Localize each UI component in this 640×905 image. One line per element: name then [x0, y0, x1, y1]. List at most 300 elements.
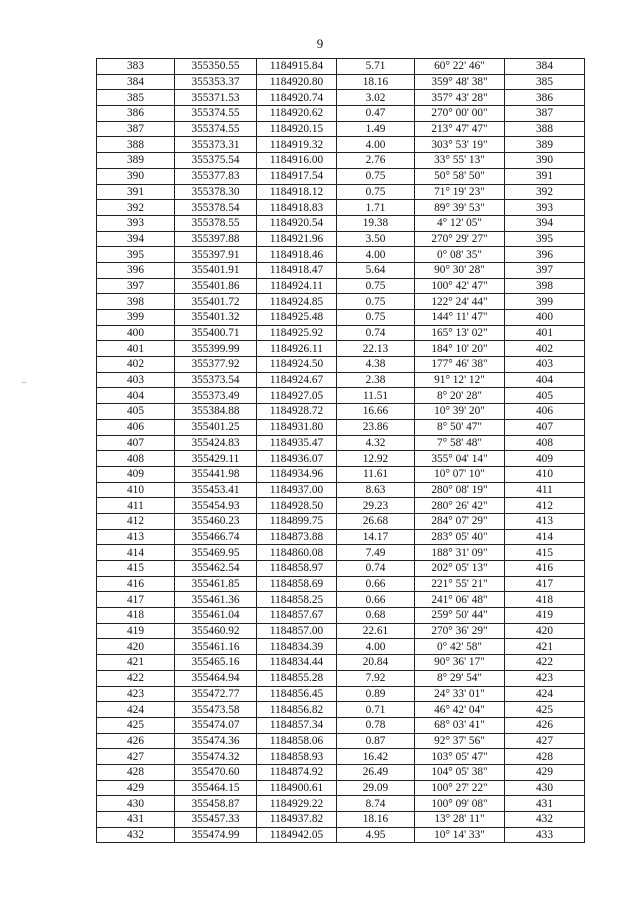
next-point-cell: 425: [505, 702, 585, 718]
point-number-cell: 429: [97, 780, 175, 796]
point-number-cell: 407: [97, 435, 175, 451]
point-number-cell: 420: [97, 639, 175, 655]
next-point-cell: 386: [505, 90, 585, 106]
point-number-cell: 408: [97, 451, 175, 467]
distance-cell: 2.76: [337, 153, 415, 169]
distance-cell: 0.68: [337, 608, 415, 624]
next-point-cell: 430: [505, 780, 585, 796]
distance-cell: 0.78: [337, 717, 415, 733]
bearing-cell: 270° 29' 27": [415, 231, 505, 247]
x-coordinate-cell: 355472.77: [175, 686, 257, 702]
x-coordinate-cell: 355474.32: [175, 749, 257, 765]
x-coordinate-cell: 355457.33: [175, 812, 257, 828]
point-number-cell: 415: [97, 561, 175, 577]
distance-cell: 0.47: [337, 106, 415, 122]
x-coordinate-cell: 355400.71: [175, 325, 257, 341]
next-point-cell: 385: [505, 74, 585, 90]
distance-cell: 0.66: [337, 576, 415, 592]
point-number-cell: 427: [97, 749, 175, 765]
coordinates-table: [96, 58, 585, 843]
x-coordinate-cell: 355458.87: [175, 796, 257, 812]
bearing-cell: 165° 13' 02": [415, 325, 505, 341]
x-coordinate-cell: 355424.83: [175, 435, 257, 451]
next-point-cell: 387: [505, 106, 585, 122]
y-coordinate-cell: 1184857.34: [257, 717, 337, 733]
point-number-cell: 413: [97, 529, 175, 545]
y-coordinate-cell: 1184934.96: [257, 466, 337, 482]
y-coordinate-cell: 1184834.39: [257, 639, 337, 655]
x-coordinate-cell: 355373.31: [175, 137, 257, 153]
bearing-cell: 184° 10' 20": [415, 341, 505, 357]
y-coordinate-cell: 1184937.00: [257, 482, 337, 498]
y-coordinate-cell: 1184937.82: [257, 812, 337, 828]
table-row: [97, 137, 585, 153]
distance-cell: 0.75: [337, 294, 415, 310]
bearing-cell: 270° 00' 00": [415, 106, 505, 122]
point-number-cell: 419: [97, 623, 175, 639]
y-coordinate-cell: 1184874.92: [257, 764, 337, 780]
distance-cell: 29.09: [337, 780, 415, 796]
bearing-cell: 221° 55' 21": [415, 576, 505, 592]
y-coordinate-cell: 1184915.84: [257, 59, 337, 75]
y-coordinate-cell: 1184900.61: [257, 780, 337, 796]
table-row: [97, 561, 585, 577]
next-point-cell: 405: [505, 388, 585, 404]
next-point-cell: 408: [505, 435, 585, 451]
table-row: [97, 74, 585, 90]
point-number-cell: 399: [97, 310, 175, 326]
table-row: [97, 404, 585, 420]
table-row: [97, 717, 585, 733]
x-coordinate-cell: 355378.54: [175, 200, 257, 216]
next-point-cell: 419: [505, 608, 585, 624]
y-coordinate-cell: 1184856.45: [257, 686, 337, 702]
table-row: [97, 262, 585, 278]
x-coordinate-cell: 355374.55: [175, 121, 257, 137]
next-point-cell: 416: [505, 561, 585, 577]
distance-cell: 18.16: [337, 812, 415, 828]
table-row: [97, 278, 585, 294]
x-coordinate-cell: 355461.04: [175, 608, 257, 624]
bearing-cell: 259° 50' 44": [415, 608, 505, 624]
point-number-cell: 392: [97, 200, 175, 216]
distance-cell: 16.42: [337, 749, 415, 765]
distance-cell: 4.38: [337, 357, 415, 373]
table-row: [97, 498, 585, 514]
y-coordinate-cell: 1184834.44: [257, 655, 337, 671]
table-row: [97, 294, 585, 310]
y-coordinate-cell: 1184918.47: [257, 262, 337, 278]
table-row: [97, 451, 585, 467]
bearing-cell: 0° 08' 35": [415, 247, 505, 263]
x-coordinate-cell: 355460.23: [175, 513, 257, 529]
bearing-cell: 7° 58' 48": [415, 435, 505, 451]
distance-cell: 11.51: [337, 388, 415, 404]
point-number-cell: 383: [97, 59, 175, 75]
next-point-cell: 432: [505, 812, 585, 828]
point-number-cell: 428: [97, 764, 175, 780]
next-point-cell: 392: [505, 184, 585, 200]
distance-cell: 0.71: [337, 702, 415, 718]
distance-cell: 0.66: [337, 592, 415, 608]
distance-cell: 8.63: [337, 482, 415, 498]
x-coordinate-cell: 355454.93: [175, 498, 257, 514]
bearing-cell: 303° 53' 19": [415, 137, 505, 153]
next-point-cell: 427: [505, 733, 585, 749]
y-coordinate-cell: 1184925.92: [257, 325, 337, 341]
distance-cell: 22.61: [337, 623, 415, 639]
distance-cell: 7.92: [337, 670, 415, 686]
y-coordinate-cell: 1184928.50: [257, 498, 337, 514]
next-point-cell: 395: [505, 231, 585, 247]
distance-cell: 5.71: [337, 59, 415, 75]
distance-cell: 0.75: [337, 278, 415, 294]
table-row: [97, 59, 585, 75]
next-point-cell: 421: [505, 639, 585, 655]
point-number-cell: 387: [97, 121, 175, 137]
y-coordinate-cell: 1184925.48: [257, 310, 337, 326]
bearing-cell: 8° 20' 28": [415, 388, 505, 404]
next-point-cell: 406: [505, 404, 585, 420]
distance-cell: 0.75: [337, 310, 415, 326]
y-coordinate-cell: 1184928.72: [257, 404, 337, 420]
y-coordinate-cell: 1184935.47: [257, 435, 337, 451]
next-point-cell: 417: [505, 576, 585, 592]
distance-cell: 22.13: [337, 341, 415, 357]
y-coordinate-cell: 1184917.54: [257, 168, 337, 184]
bearing-cell: 8° 50' 47": [415, 419, 505, 435]
y-coordinate-cell: 1184918.83: [257, 200, 337, 216]
table-row: [97, 639, 585, 655]
table-row: [97, 749, 585, 765]
next-point-cell: 388: [505, 121, 585, 137]
next-point-cell: 402: [505, 341, 585, 357]
point-number-cell: 406: [97, 419, 175, 435]
bearing-cell: 202° 05' 13": [415, 561, 505, 577]
point-number-cell: 389: [97, 153, 175, 169]
x-coordinate-cell: 355474.36: [175, 733, 257, 749]
page-number: 9: [316, 36, 324, 51]
next-point-cell: 415: [505, 545, 585, 561]
bearing-cell: 10° 14' 33": [415, 827, 505, 843]
point-number-cell: 423: [97, 686, 175, 702]
x-coordinate-cell: 355374.55: [175, 106, 257, 122]
x-coordinate-cell: 355378.30: [175, 184, 257, 200]
x-coordinate-cell: 355375.54: [175, 153, 257, 169]
bearing-cell: 89° 39' 53": [415, 200, 505, 216]
x-coordinate-cell: 355399.99: [175, 341, 257, 357]
bearing-cell: 10° 39' 20": [415, 404, 505, 420]
y-coordinate-cell: 1184924.67: [257, 372, 337, 388]
coordinates-table-body: [97, 59, 585, 843]
bearing-cell: 213° 47' 47": [415, 121, 505, 137]
point-number-cell: 398: [97, 294, 175, 310]
y-coordinate-cell: 1184858.69: [257, 576, 337, 592]
point-number-cell: 401: [97, 341, 175, 357]
table-row: [97, 168, 585, 184]
table-row: [97, 121, 585, 137]
next-point-cell: 420: [505, 623, 585, 639]
x-coordinate-cell: 355441.98: [175, 466, 257, 482]
next-point-cell: 431: [505, 796, 585, 812]
table-row: [97, 388, 585, 404]
distance-cell: 0.74: [337, 325, 415, 341]
table-row: [97, 576, 585, 592]
next-point-cell: 426: [505, 717, 585, 733]
y-coordinate-cell: 1184918.46: [257, 247, 337, 263]
point-number-cell: 385: [97, 90, 175, 106]
next-point-cell: 433: [505, 827, 585, 843]
point-number-cell: 390: [97, 168, 175, 184]
next-point-cell: 422: [505, 655, 585, 671]
x-coordinate-cell: 355397.91: [175, 247, 257, 263]
point-number-cell: 422: [97, 670, 175, 686]
x-coordinate-cell: 355473.58: [175, 702, 257, 718]
next-point-cell: 418: [505, 592, 585, 608]
point-number-cell: 412: [97, 513, 175, 529]
bearing-cell: 71° 19' 23": [415, 184, 505, 200]
distance-cell: 0.75: [337, 184, 415, 200]
next-point-cell: 429: [505, 764, 585, 780]
bearing-cell: 100° 09' 08": [415, 796, 505, 812]
distance-cell: 12.92: [337, 451, 415, 467]
bearing-cell: 0° 42' 58": [415, 639, 505, 655]
next-point-cell: 384: [505, 59, 585, 75]
x-coordinate-cell: 355461.36: [175, 592, 257, 608]
x-coordinate-cell: 355373.54: [175, 372, 257, 388]
x-coordinate-cell: 355469.95: [175, 545, 257, 561]
bearing-cell: 359° 48' 38": [415, 74, 505, 90]
y-coordinate-cell: 1184927.05: [257, 388, 337, 404]
bearing-cell: 270° 36' 29": [415, 623, 505, 639]
next-point-cell: 397: [505, 262, 585, 278]
distance-cell: 16.66: [337, 404, 415, 420]
y-coordinate-cell: 1184931.80: [257, 419, 337, 435]
bearing-cell: 91° 12' 12": [415, 372, 505, 388]
table-row: [97, 655, 585, 671]
next-point-cell: 396: [505, 247, 585, 263]
next-point-cell: 400: [505, 310, 585, 326]
y-coordinate-cell: 1184921.96: [257, 231, 337, 247]
table-row: [97, 780, 585, 796]
point-number-cell: 426: [97, 733, 175, 749]
point-number-cell: 417: [97, 592, 175, 608]
y-coordinate-cell: 1184858.93: [257, 749, 337, 765]
x-coordinate-cell: 355460.92: [175, 623, 257, 639]
table-row: [97, 764, 585, 780]
table-row: [97, 592, 585, 608]
x-coordinate-cell: 355474.07: [175, 717, 257, 733]
x-coordinate-cell: 355466.74: [175, 529, 257, 545]
point-number-cell: 394: [97, 231, 175, 247]
distance-cell: 0.75: [337, 168, 415, 184]
table-row: [97, 231, 585, 247]
y-coordinate-cell: 1184873.88: [257, 529, 337, 545]
distance-cell: 14.17: [337, 529, 415, 545]
y-coordinate-cell: 1184857.00: [257, 623, 337, 639]
table-row: [97, 106, 585, 122]
next-point-cell: 412: [505, 498, 585, 514]
y-coordinate-cell: 1184929.22: [257, 796, 337, 812]
margin-mark: [22, 382, 26, 383]
next-point-cell: 393: [505, 200, 585, 216]
distance-cell: 23.86: [337, 419, 415, 435]
distance-cell: 4.95: [337, 827, 415, 843]
y-coordinate-cell: 1184855.28: [257, 670, 337, 686]
bearing-cell: 92° 37' 56": [415, 733, 505, 749]
distance-cell: 3.50: [337, 231, 415, 247]
point-number-cell: 384: [97, 74, 175, 90]
x-coordinate-cell: 355461.85: [175, 576, 257, 592]
distance-cell: 26.68: [337, 513, 415, 529]
table-row: [97, 341, 585, 357]
point-number-cell: 388: [97, 137, 175, 153]
bearing-cell: 4° 12' 05": [415, 215, 505, 231]
point-number-cell: 425: [97, 717, 175, 733]
point-number-cell: 416: [97, 576, 175, 592]
bearing-cell: 13° 28' 11": [415, 812, 505, 828]
distance-cell: 4.32: [337, 435, 415, 451]
point-number-cell: 393: [97, 215, 175, 231]
table-row: [97, 357, 585, 373]
table-row: [97, 200, 585, 216]
x-coordinate-cell: 355429.11: [175, 451, 257, 467]
table-row: [97, 529, 585, 545]
table-row: [97, 686, 585, 702]
table-row: [97, 247, 585, 263]
y-coordinate-cell: 1184924.11: [257, 278, 337, 294]
bearing-cell: 10° 07' 10": [415, 466, 505, 482]
y-coordinate-cell: 1184860.08: [257, 545, 337, 561]
table-row: [97, 513, 585, 529]
next-point-cell: 424: [505, 686, 585, 702]
point-number-cell: 430: [97, 796, 175, 812]
next-point-cell: 399: [505, 294, 585, 310]
table-row: [97, 545, 585, 561]
distance-cell: 29.23: [337, 498, 415, 514]
table-row: [97, 812, 585, 828]
bearing-cell: 46° 42' 04": [415, 702, 505, 718]
x-coordinate-cell: 355377.83: [175, 168, 257, 184]
x-coordinate-cell: 355470.60: [175, 764, 257, 780]
bearing-cell: 8° 29' 54": [415, 670, 505, 686]
point-number-cell: 395: [97, 247, 175, 263]
y-coordinate-cell: 1184920.54: [257, 215, 337, 231]
distance-cell: 4.00: [337, 247, 415, 263]
x-coordinate-cell: 355350.55: [175, 59, 257, 75]
y-coordinate-cell: 1184920.74: [257, 90, 337, 106]
point-number-cell: 403: [97, 372, 175, 388]
x-coordinate-cell: 355464.15: [175, 780, 257, 796]
x-coordinate-cell: 355401.91: [175, 262, 257, 278]
table-row: [97, 670, 585, 686]
point-number-cell: 402: [97, 357, 175, 373]
y-coordinate-cell: 1184856.82: [257, 702, 337, 718]
distance-cell: 2.38: [337, 372, 415, 388]
next-point-cell: 411: [505, 482, 585, 498]
point-number-cell: 409: [97, 466, 175, 482]
table-row: [97, 466, 585, 482]
next-point-cell: 404: [505, 372, 585, 388]
x-coordinate-cell: 355401.32: [175, 310, 257, 326]
x-coordinate-cell: 355401.25: [175, 419, 257, 435]
bearing-cell: 122° 24' 44": [415, 294, 505, 310]
point-number-cell: 414: [97, 545, 175, 561]
next-point-cell: 398: [505, 278, 585, 294]
x-coordinate-cell: 355373.49: [175, 388, 257, 404]
bearing-cell: 177° 46' 38": [415, 357, 505, 373]
distance-cell: 26.49: [337, 764, 415, 780]
bearing-cell: 33° 55' 13": [415, 153, 505, 169]
next-point-cell: 401: [505, 325, 585, 341]
next-point-cell: 403: [505, 357, 585, 373]
distance-cell: 18.16: [337, 74, 415, 90]
point-number-cell: 405: [97, 404, 175, 420]
point-number-cell: 386: [97, 106, 175, 122]
table-row: [97, 310, 585, 326]
y-coordinate-cell: 1184858.97: [257, 561, 337, 577]
next-point-cell: 390: [505, 153, 585, 169]
y-coordinate-cell: 1184916.00: [257, 153, 337, 169]
point-number-cell: 418: [97, 608, 175, 624]
bearing-cell: 284° 07' 29": [415, 513, 505, 529]
bearing-cell: 90° 30' 28": [415, 262, 505, 278]
next-point-cell: 389: [505, 137, 585, 153]
next-point-cell: 414: [505, 529, 585, 545]
y-coordinate-cell: 1184899.75: [257, 513, 337, 529]
bearing-cell: 103° 05' 47": [415, 749, 505, 765]
y-coordinate-cell: 1184942.05: [257, 827, 337, 843]
x-coordinate-cell: 355371.53: [175, 90, 257, 106]
x-coordinate-cell: 355462.54: [175, 561, 257, 577]
distance-cell: 1.71: [337, 200, 415, 216]
y-coordinate-cell: 1184918.12: [257, 184, 337, 200]
next-point-cell: 423: [505, 670, 585, 686]
point-number-cell: 397: [97, 278, 175, 294]
distance-cell: 0.74: [337, 561, 415, 577]
table-row: [97, 184, 585, 200]
table-row: [97, 796, 585, 812]
y-coordinate-cell: 1184924.50: [257, 357, 337, 373]
point-number-cell: 424: [97, 702, 175, 718]
y-coordinate-cell: 1184920.62: [257, 106, 337, 122]
y-coordinate-cell: 1184920.80: [257, 74, 337, 90]
bearing-cell: 100° 42' 47": [415, 278, 505, 294]
distance-cell: 4.00: [337, 137, 415, 153]
next-point-cell: 394: [505, 215, 585, 231]
bearing-cell: 355° 04' 14": [415, 451, 505, 467]
table-row: [97, 733, 585, 749]
x-coordinate-cell: 355397.88: [175, 231, 257, 247]
x-coordinate-cell: 355464.94: [175, 670, 257, 686]
point-number-cell: 421: [97, 655, 175, 671]
bearing-cell: 100° 27' 22": [415, 780, 505, 796]
x-coordinate-cell: 355401.72: [175, 294, 257, 310]
y-coordinate-cell: 1184858.06: [257, 733, 337, 749]
y-coordinate-cell: 1184857.67: [257, 608, 337, 624]
distance-cell: 19.38: [337, 215, 415, 231]
distance-cell: 7.49: [337, 545, 415, 561]
x-coordinate-cell: 355453.41: [175, 482, 257, 498]
bearing-cell: 104° 05' 38": [415, 764, 505, 780]
x-coordinate-cell: 355377.92: [175, 357, 257, 373]
y-coordinate-cell: 1184926.11: [257, 341, 337, 357]
next-point-cell: 413: [505, 513, 585, 529]
point-number-cell: 431: [97, 812, 175, 828]
x-coordinate-cell: 355465.16: [175, 655, 257, 671]
next-point-cell: 410: [505, 466, 585, 482]
x-coordinate-cell: 355384.88: [175, 404, 257, 420]
